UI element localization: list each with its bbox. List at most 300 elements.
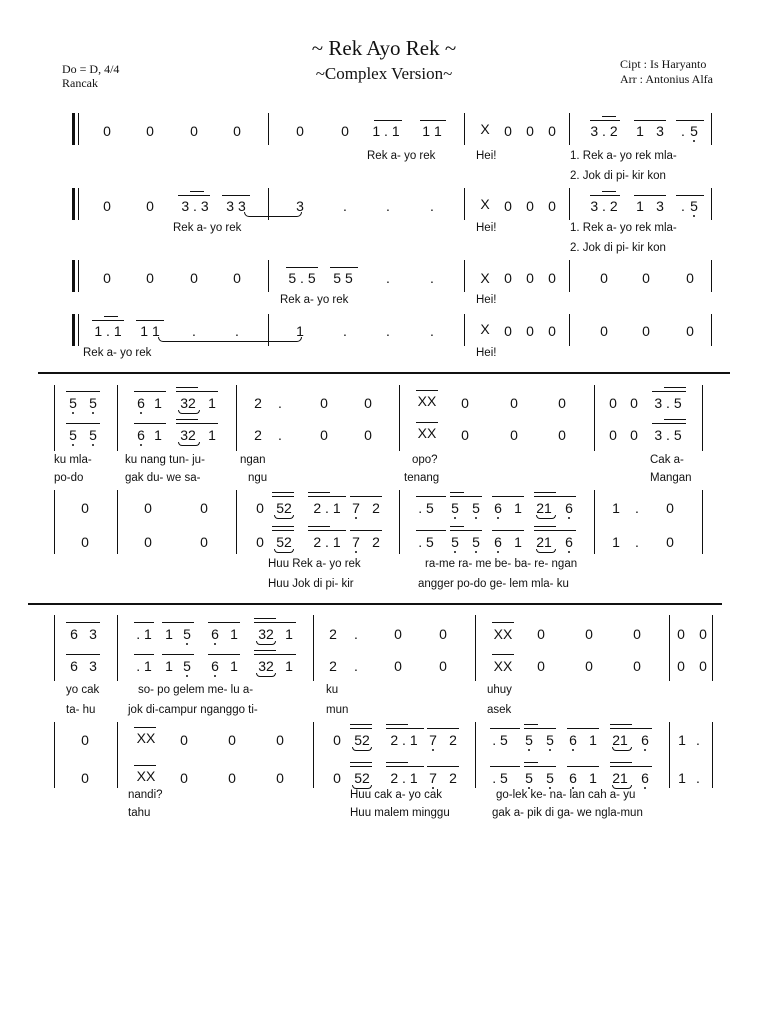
beam <box>104 316 118 317</box>
note: 5 <box>466 534 486 550</box>
barline <box>117 615 118 681</box>
barline <box>117 385 118 451</box>
note: 0 <box>233 270 241 286</box>
note: 0 <box>633 626 641 642</box>
lyric: Hei! <box>476 347 497 359</box>
beam <box>350 530 382 531</box>
clap-note: XX <box>493 626 513 642</box>
beam <box>254 622 296 623</box>
note: 5 <box>540 732 560 748</box>
note: 1 <box>154 395 162 411</box>
barline <box>569 113 570 145</box>
lyric: Rek a- yo rek <box>367 150 436 162</box>
barline <box>78 314 79 346</box>
note: 3 <box>296 198 304 214</box>
note: 0 <box>548 323 556 339</box>
beam <box>134 391 166 392</box>
note: 0 <box>585 626 593 642</box>
note: 2 . 1 <box>390 732 418 748</box>
note: 2 <box>329 626 337 642</box>
lyric: Huu Jok di pi- kir <box>268 578 354 590</box>
beam <box>386 728 424 729</box>
note: 1 <box>589 770 597 786</box>
note: . <box>681 198 685 214</box>
beam <box>386 766 424 767</box>
note: 52 <box>354 770 370 786</box>
beam <box>308 492 330 493</box>
barline <box>72 260 75 292</box>
lyric: opo? <box>412 454 438 466</box>
beam <box>308 526 330 527</box>
note: 1 <box>636 198 644 214</box>
note: 0 <box>526 323 534 339</box>
note: 0 <box>81 500 89 516</box>
note: . <box>386 198 390 214</box>
lyric: tahu <box>128 807 151 819</box>
barline <box>313 615 314 681</box>
beam <box>450 530 482 531</box>
tie <box>158 337 302 342</box>
tempo-marking: Rancak <box>62 76 98 90</box>
note: . 5 <box>418 500 434 516</box>
note: 0 <box>228 732 236 748</box>
beam <box>416 422 438 423</box>
clap-note: X <box>480 121 490 137</box>
barline <box>475 722 476 788</box>
beam <box>450 496 482 497</box>
barline <box>268 113 269 145</box>
beam <box>416 496 446 497</box>
note: 6 <box>563 732 583 748</box>
beam <box>450 492 464 493</box>
note: 0 <box>256 534 264 550</box>
note: 5 <box>519 732 539 748</box>
lyric: jok di-campur nganggo ti- <box>128 704 258 716</box>
beam <box>416 530 446 531</box>
note: . <box>386 323 390 339</box>
note: 21 <box>536 500 552 516</box>
beam <box>427 728 459 729</box>
beam <box>610 766 652 767</box>
barline <box>711 314 712 346</box>
note: 0 <box>228 770 236 786</box>
note: 0 <box>537 658 545 674</box>
composer-credit: Cipt : Is Haryanto <box>620 57 707 71</box>
beam <box>567 766 599 767</box>
beam <box>136 320 164 321</box>
lyric: Rek a- yo rek <box>173 222 242 234</box>
barline <box>464 188 465 220</box>
note: 2 . 1 <box>390 770 418 786</box>
note: 2 . 1 <box>313 500 341 516</box>
note: 0 <box>81 534 89 550</box>
note: 3 <box>656 123 664 139</box>
note: . 1 <box>136 626 152 642</box>
note: 6 <box>635 770 655 786</box>
note: 0 <box>633 658 641 674</box>
barline <box>78 188 79 220</box>
note: . 5 <box>492 732 508 748</box>
note: 1 <box>230 658 238 674</box>
barline <box>117 490 118 554</box>
slur <box>352 747 372 751</box>
beam <box>162 654 194 655</box>
note: 1 <box>208 395 216 411</box>
note: 1 <box>230 626 238 642</box>
note: 1 <box>208 427 216 443</box>
note: 7 <box>346 534 366 550</box>
lyric: 2. Jok di pi- kir kon <box>570 242 666 254</box>
barline <box>54 385 55 451</box>
note: 1 1 <box>422 123 442 139</box>
barline <box>236 490 237 554</box>
note: 0 <box>504 323 512 339</box>
barline <box>54 490 55 554</box>
note: 0 <box>190 123 198 139</box>
slur <box>536 515 556 519</box>
note: 5 <box>684 198 704 214</box>
note: 7 <box>423 770 443 786</box>
beam <box>534 496 576 497</box>
note: 0 <box>630 427 638 443</box>
note: 0 <box>439 658 447 674</box>
beam <box>567 728 599 729</box>
beam <box>350 724 372 725</box>
beam <box>602 116 616 117</box>
barline <box>464 314 465 346</box>
note: 0 <box>439 626 447 642</box>
note: 0 <box>609 427 617 443</box>
note: 6 <box>131 427 151 443</box>
beam <box>66 622 100 623</box>
beam <box>524 766 556 767</box>
section-divider <box>38 372 730 374</box>
note: . <box>343 323 347 339</box>
beam <box>272 492 294 493</box>
note: 7 <box>346 500 366 516</box>
note: 5 <box>540 770 560 786</box>
slur <box>178 410 200 414</box>
note: . <box>635 500 639 516</box>
barline <box>72 314 75 346</box>
beam <box>350 766 372 767</box>
note: 1 <box>514 500 522 516</box>
note: 0 <box>333 732 341 748</box>
beam <box>420 120 446 121</box>
note: 0 <box>103 270 111 286</box>
lyric: go-lek ke- na- lan cah a- yu <box>496 789 636 801</box>
note: 2 . 1 <box>313 534 341 550</box>
note: 5 <box>177 658 197 674</box>
note: 5 <box>684 123 704 139</box>
note: 0 <box>341 123 349 139</box>
note: 0 <box>200 500 208 516</box>
beam <box>524 762 538 763</box>
note: . <box>343 198 347 214</box>
key-signature: Do = D, 4/4 <box>62 62 120 76</box>
beam <box>176 387 198 388</box>
note: 0 <box>146 123 154 139</box>
note: 0 <box>364 395 372 411</box>
note: 0 <box>630 395 638 411</box>
note: 0 <box>677 626 685 642</box>
note: 0 <box>686 270 694 286</box>
note: 6 <box>488 500 508 516</box>
note: 5 5 <box>333 270 353 286</box>
beam <box>350 728 372 729</box>
beam <box>190 191 204 192</box>
note: 1 . 1 <box>372 123 400 139</box>
note: 1 <box>165 626 173 642</box>
barline <box>711 188 712 220</box>
note: 52 <box>276 534 292 550</box>
lyric: Huu malem minggu <box>350 807 450 819</box>
note: 0 <box>320 395 328 411</box>
note: 5 <box>519 770 539 786</box>
lyric: ra-me ra- me be- ba- re- ngan <box>425 558 578 570</box>
note: 0 <box>180 770 188 786</box>
note: 3 3 <box>226 198 246 214</box>
note: 1 <box>678 732 686 748</box>
barline <box>702 385 703 451</box>
clap-note: X <box>480 196 490 212</box>
barline <box>313 722 314 788</box>
clap-note: XX <box>417 425 437 441</box>
beam <box>308 530 346 531</box>
note: 0 <box>504 270 512 286</box>
lyric: gak du- we sa- <box>125 472 201 484</box>
note: . <box>696 770 700 786</box>
note: 0 <box>180 732 188 748</box>
note: 52 <box>276 500 292 516</box>
barline <box>711 260 712 292</box>
slur <box>274 549 294 553</box>
note: 0 <box>600 270 608 286</box>
note: 0 <box>103 198 111 214</box>
note: 1 <box>678 770 686 786</box>
note: 0 <box>504 198 512 214</box>
clap-note: XX <box>493 658 513 674</box>
note: . <box>696 732 700 748</box>
beam <box>66 423 100 424</box>
barline <box>569 188 570 220</box>
note: 2 <box>254 427 262 443</box>
note: 21 <box>612 770 628 786</box>
note: 2 <box>449 732 457 748</box>
note: 1 <box>612 500 620 516</box>
slur <box>256 641 276 645</box>
note: 0 <box>296 123 304 139</box>
slur <box>536 549 556 553</box>
note: 5 <box>445 500 465 516</box>
note: 0 <box>276 770 284 786</box>
beam <box>308 496 346 497</box>
note: 32 <box>258 658 274 674</box>
beam <box>272 496 294 497</box>
clap-note: XX <box>417 393 437 409</box>
note: 1 <box>285 626 293 642</box>
beam <box>492 530 524 531</box>
beam <box>208 622 240 623</box>
note: . <box>681 123 685 139</box>
note: 6 <box>70 626 78 642</box>
note: . <box>354 626 358 642</box>
clap-note: X <box>480 270 490 286</box>
beam <box>176 419 198 420</box>
note: 1 <box>612 534 620 550</box>
note: 5 <box>466 500 486 516</box>
note: 6 <box>488 534 508 550</box>
lyric: ngu <box>248 472 268 484</box>
barline <box>54 722 55 788</box>
beam <box>602 191 616 192</box>
note: 2 <box>372 534 380 550</box>
note: 5 . 5 <box>288 270 316 286</box>
beam <box>66 654 100 655</box>
beam <box>534 492 556 493</box>
barline <box>569 314 570 346</box>
note: 0 <box>233 123 241 139</box>
note: 0 <box>585 658 593 674</box>
beam <box>590 195 620 196</box>
lyric: gak a- pik di ga- we ngla-mun <box>492 807 643 819</box>
beam <box>490 766 520 767</box>
lyric: nandi? <box>128 789 163 801</box>
barline <box>594 490 595 554</box>
beam <box>134 765 156 766</box>
note: 2 <box>329 658 337 674</box>
note: 0 <box>558 427 566 443</box>
song-title: ~ Rek Ayo Rek ~ <box>311 36 457 60</box>
note: 0 <box>394 626 402 642</box>
note: 0 <box>526 198 534 214</box>
note: . <box>192 323 196 339</box>
lyric: ku nang tun- ju- <box>125 454 205 466</box>
lyric: Hei! <box>476 150 497 162</box>
note: 1 <box>514 534 522 550</box>
note: 0 <box>526 123 534 139</box>
note: 0 <box>548 123 556 139</box>
note: 1 <box>589 732 597 748</box>
slur <box>256 673 276 677</box>
lyric: Rek a- yo rek <box>83 347 152 359</box>
note: 0 <box>510 395 518 411</box>
beam <box>134 727 156 728</box>
note: . 5 <box>492 770 508 786</box>
beam <box>490 728 520 729</box>
beam <box>534 530 576 531</box>
beam <box>492 496 524 497</box>
beam <box>610 762 632 763</box>
beam <box>272 526 294 527</box>
beam <box>664 387 686 388</box>
note: 0 <box>686 323 694 339</box>
beam <box>676 195 704 196</box>
slur <box>612 747 632 751</box>
note: 5 <box>63 427 83 443</box>
note: . 1 <box>136 658 152 674</box>
beam <box>374 120 402 121</box>
note: 1 1 <box>140 323 160 339</box>
note: 0 <box>81 770 89 786</box>
note: 1 <box>296 323 304 339</box>
note: 6 <box>205 658 225 674</box>
note: 52 <box>354 732 370 748</box>
note: 0 <box>526 270 534 286</box>
beam <box>176 391 218 392</box>
lyric: Huu Rek a- yo rek <box>268 558 361 570</box>
beam <box>134 423 166 424</box>
note: 1 <box>285 658 293 674</box>
note: . 5 <box>418 534 434 550</box>
note: 0 <box>146 270 154 286</box>
note: 7 <box>423 732 443 748</box>
lyric: Rek a- yo rek <box>280 294 349 306</box>
lyric: 1. Rek a- yo rek mla- <box>570 150 677 162</box>
lyric: Hei! <box>476 222 497 234</box>
slur <box>274 515 294 519</box>
note: 32 <box>180 427 196 443</box>
beam <box>590 120 620 121</box>
note: 3 . 3 <box>181 198 209 214</box>
arranger-credit: Arr : Antonius Alfa <box>620 72 713 86</box>
note: 0 <box>510 427 518 443</box>
note: . <box>354 658 358 674</box>
note: . <box>430 323 434 339</box>
note: 0 <box>642 270 650 286</box>
note: . <box>635 534 639 550</box>
beam <box>222 195 250 196</box>
note: 0 <box>666 534 674 550</box>
note: 0 <box>642 323 650 339</box>
beam <box>450 526 464 527</box>
note: 0 <box>699 626 707 642</box>
note: . <box>278 395 282 411</box>
note: 5 <box>445 534 465 550</box>
note: 2 <box>372 500 380 516</box>
note: 0 <box>190 270 198 286</box>
beam <box>386 724 408 725</box>
note: 0 <box>394 658 402 674</box>
lyric: Hei! <box>476 294 497 306</box>
barline <box>711 113 712 145</box>
barline <box>268 260 269 292</box>
note: 0 <box>320 427 328 443</box>
lyric: so- po gelem me- lu a- <box>138 684 254 696</box>
note: 3 <box>89 626 97 642</box>
note: 6 <box>205 626 225 642</box>
beam <box>534 526 556 527</box>
beam <box>208 654 240 655</box>
note: 5 <box>177 626 197 642</box>
note: 0 <box>461 395 469 411</box>
note: 6 <box>70 658 78 674</box>
lyric: yo cak <box>66 684 100 696</box>
barline <box>72 113 75 145</box>
beam <box>176 423 218 424</box>
beam <box>652 423 686 424</box>
barline <box>399 385 400 451</box>
barline <box>236 385 237 451</box>
note: 3 <box>656 198 664 214</box>
barline <box>78 260 79 292</box>
clap-note: X <box>480 321 490 337</box>
lyric: mun <box>326 704 349 716</box>
note: 0 <box>609 395 617 411</box>
beam <box>92 320 124 321</box>
note: 3 . 5 <box>654 427 682 443</box>
note: 0 <box>537 626 545 642</box>
